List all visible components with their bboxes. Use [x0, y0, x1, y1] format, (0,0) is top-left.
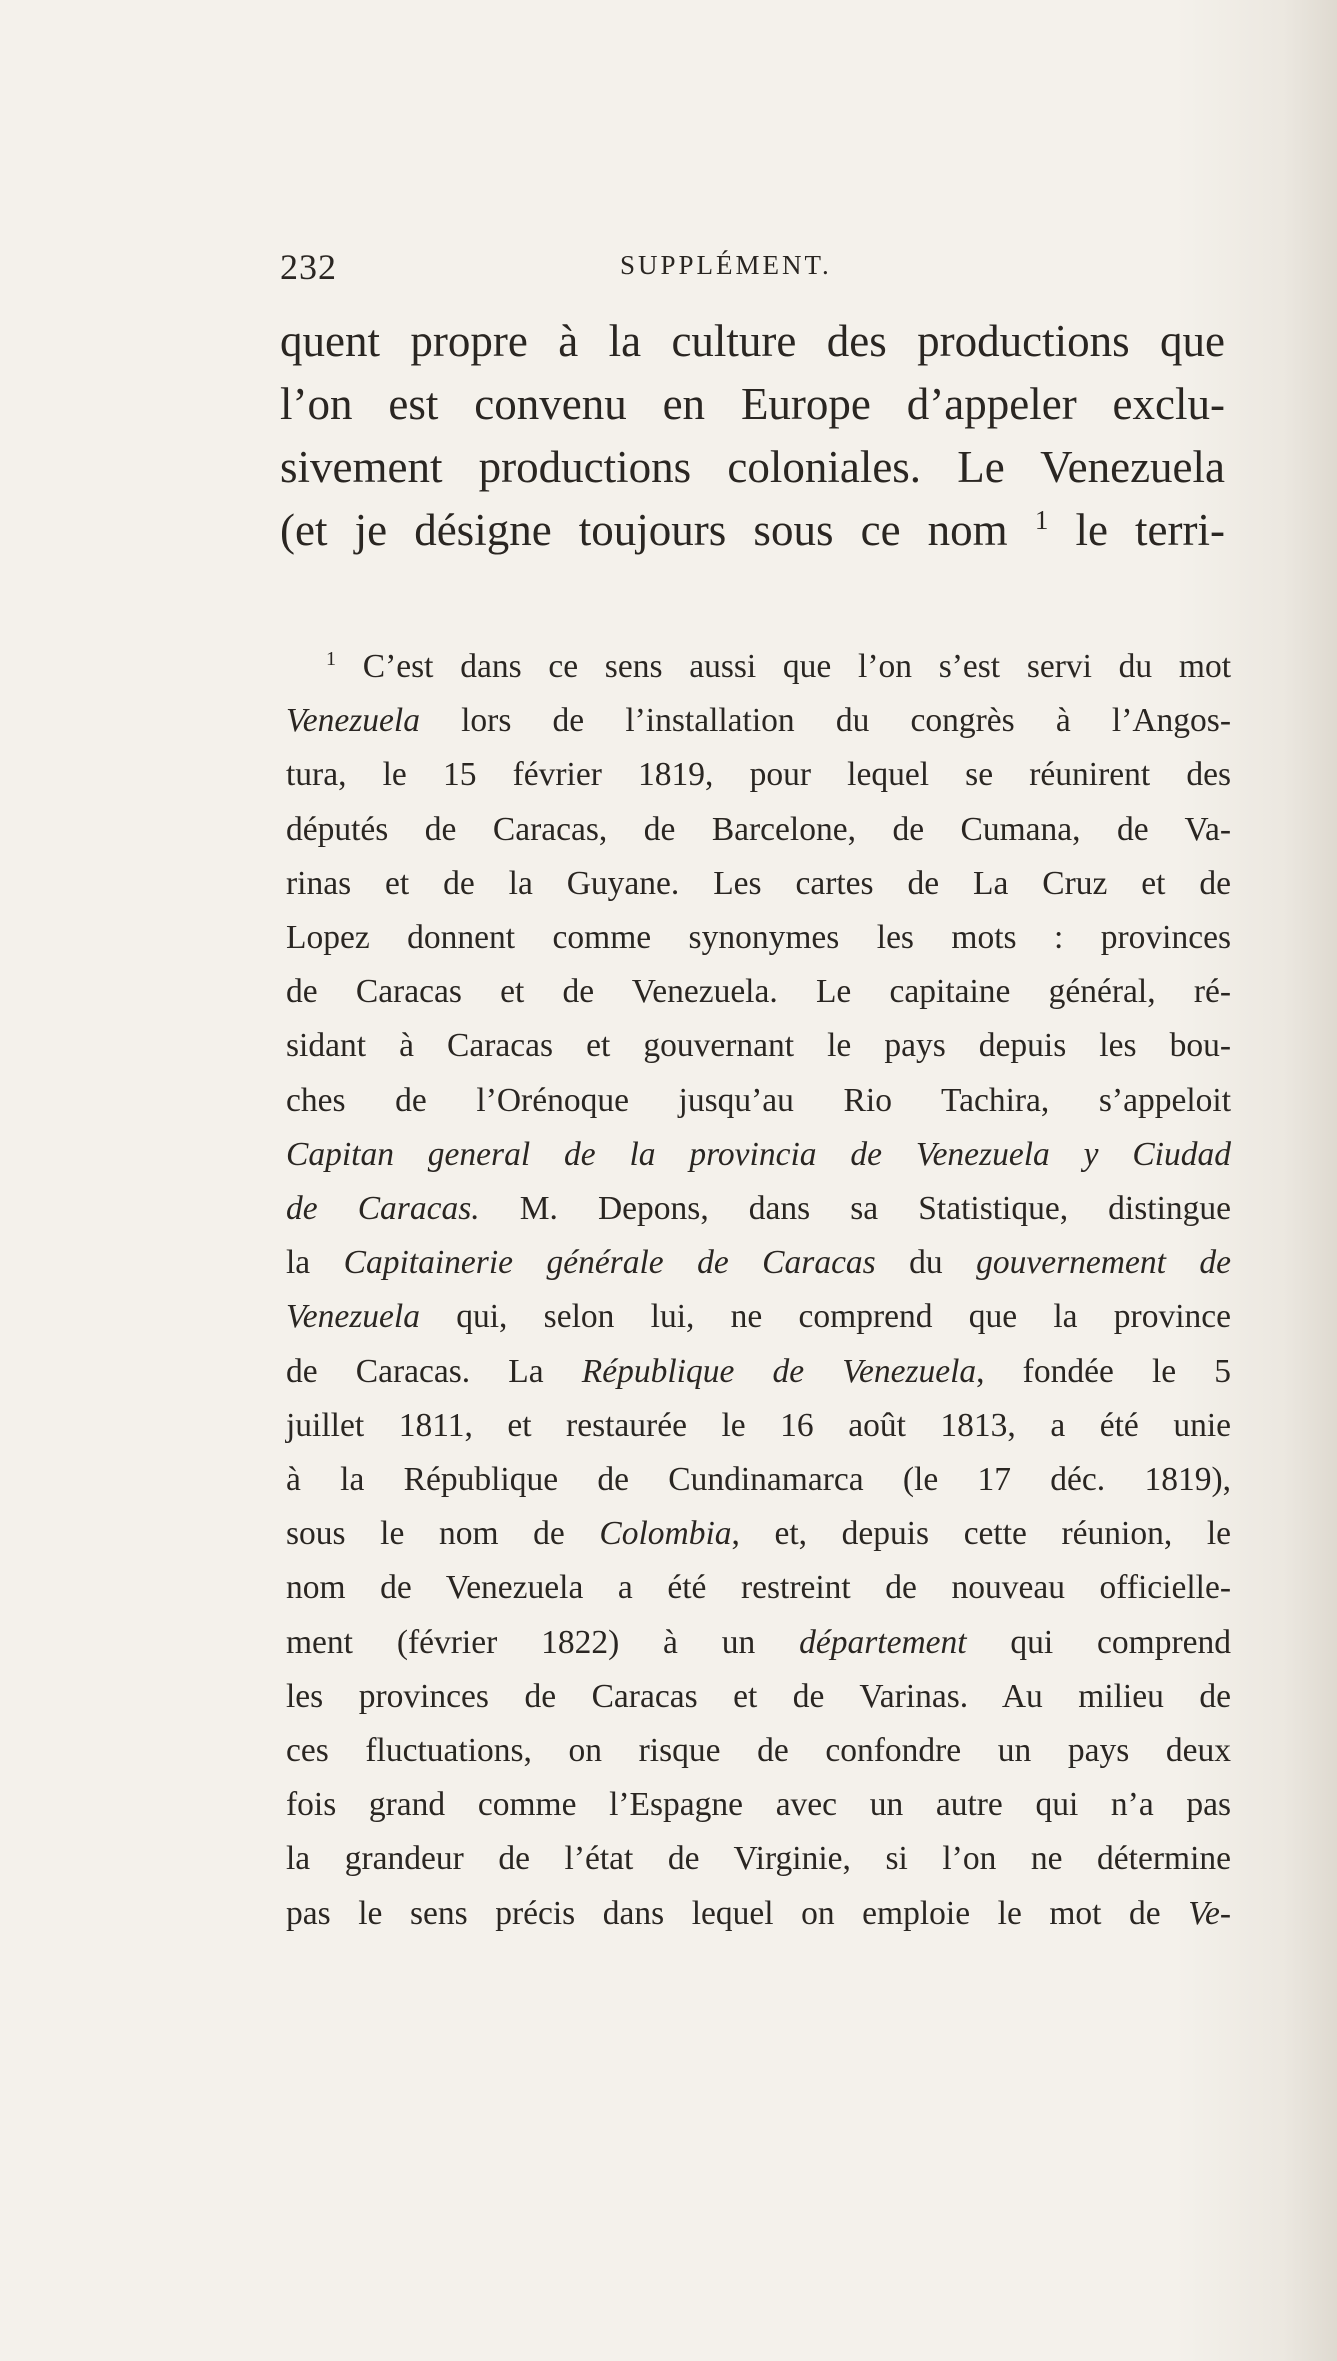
italic-fragment: Ve- [1188, 1894, 1231, 1932]
footnote-line: juillet 1811, et restaurée le 16 août 1813, a été unie [286, 1406, 1231, 1444]
footnote-line: à la République de Cundinamarca (le 17 déc. 1819), [286, 1461, 1231, 1499]
italic-fragment: département [799, 1623, 967, 1661]
text-fragment: qui, selon lui, ne comprend que la province [419, 1298, 1231, 1336]
text-fragment: le terri- [1048, 505, 1225, 555]
text-fragment: , et, depuis cette réunion, le [731, 1515, 1231, 1553]
footnote-line: la grandeur de l’état de Virginie, si l’on ne détermine [286, 1840, 1231, 1878]
footnote-marker: 1 [326, 647, 337, 670]
text-line: l’on est convenu en Europe d’appeler exclu- [280, 379, 1225, 429]
footnote-line [286, 1128, 1231, 1182]
text-fragment: C’est dans ce sens aussi que l’on s’est servi du mot [362, 648, 1232, 685]
italic-fragment: République de Venezuela [581, 1352, 977, 1390]
footnote-line [286, 694, 1231, 748]
text-fragment: lors de l’installation du congrès à l’Angos- [419, 702, 1231, 740]
text-line [280, 499, 1225, 562]
page-header [280, 246, 1230, 296]
footnote-line [286, 1182, 1231, 1236]
page-number: 232 [280, 247, 337, 287]
footnote-line [286, 1507, 1231, 1561]
text-fragment: de Caracas. La [286, 1352, 582, 1390]
main-text-block [280, 310, 1225, 562]
text-fragment: la [286, 1244, 344, 1282]
running-head: SUPPLÉMENT. [620, 250, 832, 280]
footnote-line: nom de Venezuela a été restreint de nouveau officielle- [286, 1569, 1231, 1607]
footnote-line: ces fluctuations, on risque de confondre un pays deux [286, 1732, 1231, 1770]
italic-fragment: Colombia [599, 1515, 732, 1553]
footnote-line: sidant à Caracas et gouvernant le pays depuis les bou- [286, 1027, 1231, 1065]
italic-fragment: gouvernement de [976, 1244, 1231, 1282]
italic-fragment: de Caracas. [286, 1190, 480, 1228]
footnote-line [286, 1236, 1231, 1290]
footnote-line: rinas et de la Guyane. Les cartes de La Cruz et de [286, 864, 1231, 902]
text-fragment: , fondée le 5 [976, 1352, 1231, 1390]
italic-fragment: Capitan general de la provincia de Venezuela y Ciudad [286, 1135, 1231, 1173]
text-fragment: ment (février 1822) à un [286, 1623, 800, 1661]
footnote-line [286, 1345, 1231, 1399]
footnote-line: Lopez donnent comme synonymes les mots : provinces [286, 919, 1231, 957]
footnote-line [286, 1616, 1231, 1670]
footnote-line: députés de Caracas, de Barcelone, de Cumana, de Va- [286, 810, 1231, 848]
footnote-line [286, 1887, 1231, 1941]
text-fragment: du [875, 1244, 977, 1282]
footnote-block [286, 640, 1231, 1941]
text-fragment: (et je désigne toujours sous ce nom [280, 505, 1035, 555]
text-fragment: qui comprend [966, 1623, 1231, 1661]
text-line: quent propre à la culture des productions que [280, 316, 1225, 366]
footnote-line: tura, le 15 février 1819, pour lequel se réunirent des [286, 756, 1231, 794]
italic-fragment: Venezuela [286, 1298, 420, 1336]
footnote-line: de Caracas et de Venezuela. Le capitaine général, ré- [286, 973, 1231, 1011]
text-fragment: sous le nom de [286, 1515, 600, 1553]
footnote-line: fois grand comme l’Espagne avec un autre qui n’a pas [286, 1786, 1231, 1824]
footnote-line [286, 1290, 1231, 1344]
footnote-line: ches de l’Orénoque jusqu’au Rio Tachira, s’appeloit [286, 1081, 1231, 1119]
footnote-line: les provinces de Caracas et de Varinas. Au milieu de [286, 1677, 1231, 1715]
text-fragment: M. Depons, dans sa Statistique, distingue [479, 1190, 1232, 1228]
text-line: sivement productions coloniales. Le Venezuela [280, 442, 1225, 492]
footnote-reference: 1 [1034, 504, 1049, 535]
text-fragment: pas le sens précis dans lequel on emploie le mot de [286, 1894, 1189, 1932]
italic-fragment: Capitainerie générale de Caracas [343, 1244, 876, 1282]
footnote-line [286, 640, 1231, 694]
italic-fragment: Venezuela [286, 702, 420, 740]
